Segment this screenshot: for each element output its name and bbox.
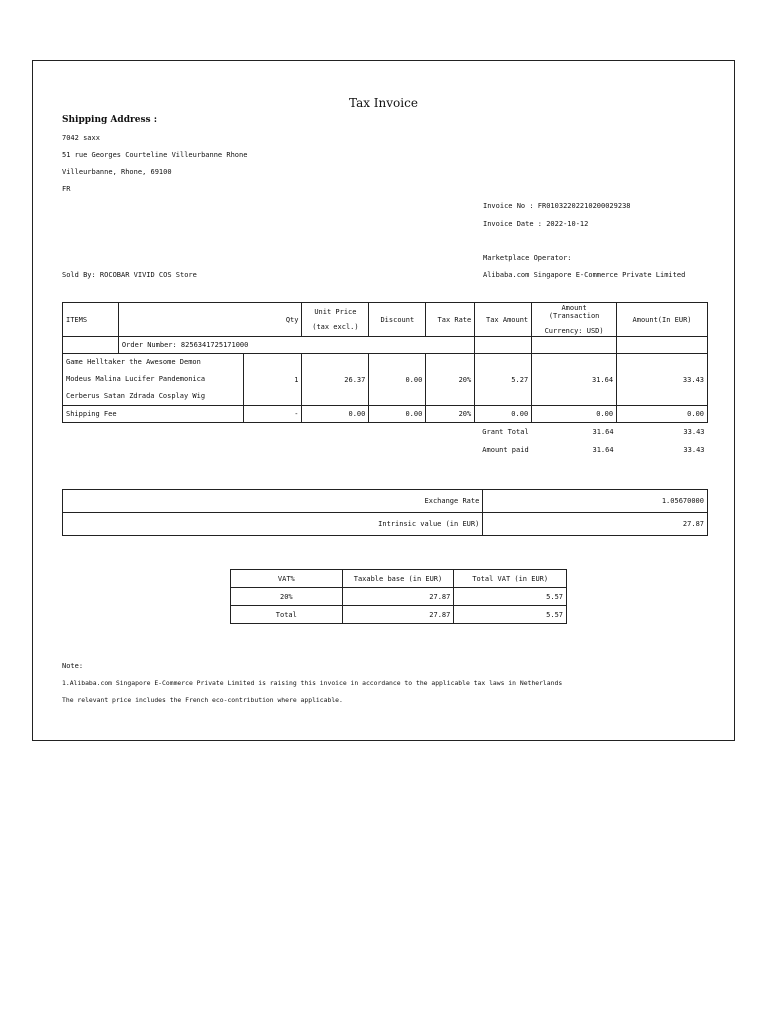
marketplace-operator-label: Marketplace Operator: <box>483 254 572 262</box>
shipping-discount: 0.00 <box>369 406 426 423</box>
vat-cell: 27.87 <box>342 588 454 606</box>
items-table <box>62 302 708 459</box>
header-discount: Discount <box>369 303 426 337</box>
vat-cell: 20% <box>231 588 343 606</box>
shipping-address-heading: Shipping Address : <box>62 115 158 125</box>
product-name-line: Modeus Malina Lucifer Pandemonica <box>66 375 206 383</box>
exchange-table <box>62 489 708 536</box>
table-row <box>63 406 708 423</box>
invoice-page <box>32 60 735 741</box>
amount-paid-transaction: 31.64 <box>592 445 614 454</box>
shipping-address-line: 7042 saxx <box>62 134 100 142</box>
grand-total-row <box>63 423 708 441</box>
marketplace-operator: Alibaba.com Singapore E-Commerce Private Limited <box>483 271 686 279</box>
product-tax-rate: 20% <box>426 354 475 406</box>
product-unit-price: 26.37 <box>302 354 369 406</box>
product-name <box>63 354 244 406</box>
shipping-fee-label: Shipping Fee <box>63 406 244 423</box>
note-heading: Note: <box>62 662 84 670</box>
amount-paid-eur: 33.43 <box>683 445 705 454</box>
header-tax-rate: Tax Rate <box>426 303 475 337</box>
header-unit-price-sub: (tax excl.) <box>312 323 359 331</box>
shipping-amount-transaction: 0.00 <box>532 406 617 423</box>
order-number: Order Number: 8256341725171000 <box>118 337 474 354</box>
items-table-header <box>63 303 708 337</box>
grand-total-transaction: 31.64 <box>592 427 614 436</box>
vat-cell: 5.57 <box>454 588 567 606</box>
header-items: ITEMS <box>63 303 119 337</box>
vat-cell: Total <box>231 606 343 624</box>
vat-table <box>230 569 567 624</box>
vat-cell: 5.57 <box>454 606 567 624</box>
product-name-line: Cerberus Satan Zdrada Cosplay Wig <box>66 392 206 400</box>
shipping-tax-amount: 0.00 <box>475 406 532 423</box>
header-amount-eur: Amount(In EUR) <box>617 303 708 337</box>
shipping-address-line: 51 rue Georges Courteline Villeurbanne Rhone <box>62 151 248 159</box>
exchange-rate-value: 1.05670000 <box>483 490 708 513</box>
product-qty: 1 <box>243 354 302 406</box>
amount-paid-row <box>63 441 708 459</box>
product-name-line: Game Helltaker the Awesome Demon <box>66 358 201 366</box>
header-amount-transaction-sub: Currency: USD) <box>544 327 604 335</box>
product-amount-transaction: 31.64 <box>532 354 617 406</box>
vat-header: Total VAT (in EUR) <box>454 570 567 588</box>
intrinsic-value-label: Intrinsic value (in EUR) <box>63 513 483 536</box>
shipping-unit-price: 0.00 <box>302 406 369 423</box>
shipping-amount-eur: 0.00 <box>617 406 708 423</box>
exchange-rate-label: Exchange Rate <box>63 490 483 513</box>
note-line: The relevant price includes the French eco-contribution where applicable. <box>62 696 343 704</box>
shipping-tax-rate: 20% <box>426 406 475 423</box>
invoice-date: Invoice Date : 2022-10-12 <box>483 220 589 228</box>
shipping-address-line: FR <box>62 185 71 193</box>
vat-header: Taxable base (in EUR) <box>342 570 454 588</box>
intrinsic-value: 27.87 <box>483 513 708 536</box>
header-amount-transaction-label: Amount (Transaction <box>548 304 600 320</box>
note-line: 1.Alibaba.com Singapore E-Commerce Private Limited is raising this invoice in accordance to the applicable tax laws in Netherlands <box>62 679 563 687</box>
header-qty: Qty <box>118 303 302 337</box>
header-unit-price-label: Unit Price <box>314 308 357 316</box>
header-unit-price <box>302 303 369 337</box>
table-row <box>63 354 708 406</box>
order-number-row <box>63 337 708 354</box>
invoice-number: Invoice No : FR01032202210200029238 <box>483 202 631 210</box>
product-discount: 0.00 <box>369 354 426 406</box>
vat-cell: 27.87 <box>342 606 454 624</box>
shipping-address-line: Villeurbanne, Rhone, 69100 <box>62 168 172 176</box>
document-title: Tax Invoice <box>349 96 418 110</box>
vat-header: VAT% <box>231 570 343 588</box>
sold-by: Sold By: ROCOBAR VIVID COS Store <box>62 271 197 279</box>
shipping-qty: - <box>243 406 302 423</box>
grand-total-eur: 33.43 <box>683 427 705 436</box>
amount-paid-label: Amount paid <box>482 445 529 454</box>
header-amount-transaction <box>532 303 617 337</box>
product-amount-eur: 33.43 <box>617 354 708 406</box>
grand-total-label: Grant Total <box>482 427 529 436</box>
header-tax-amount: Tax Amount <box>475 303 532 337</box>
product-tax-amount: 5.27 <box>475 354 532 406</box>
